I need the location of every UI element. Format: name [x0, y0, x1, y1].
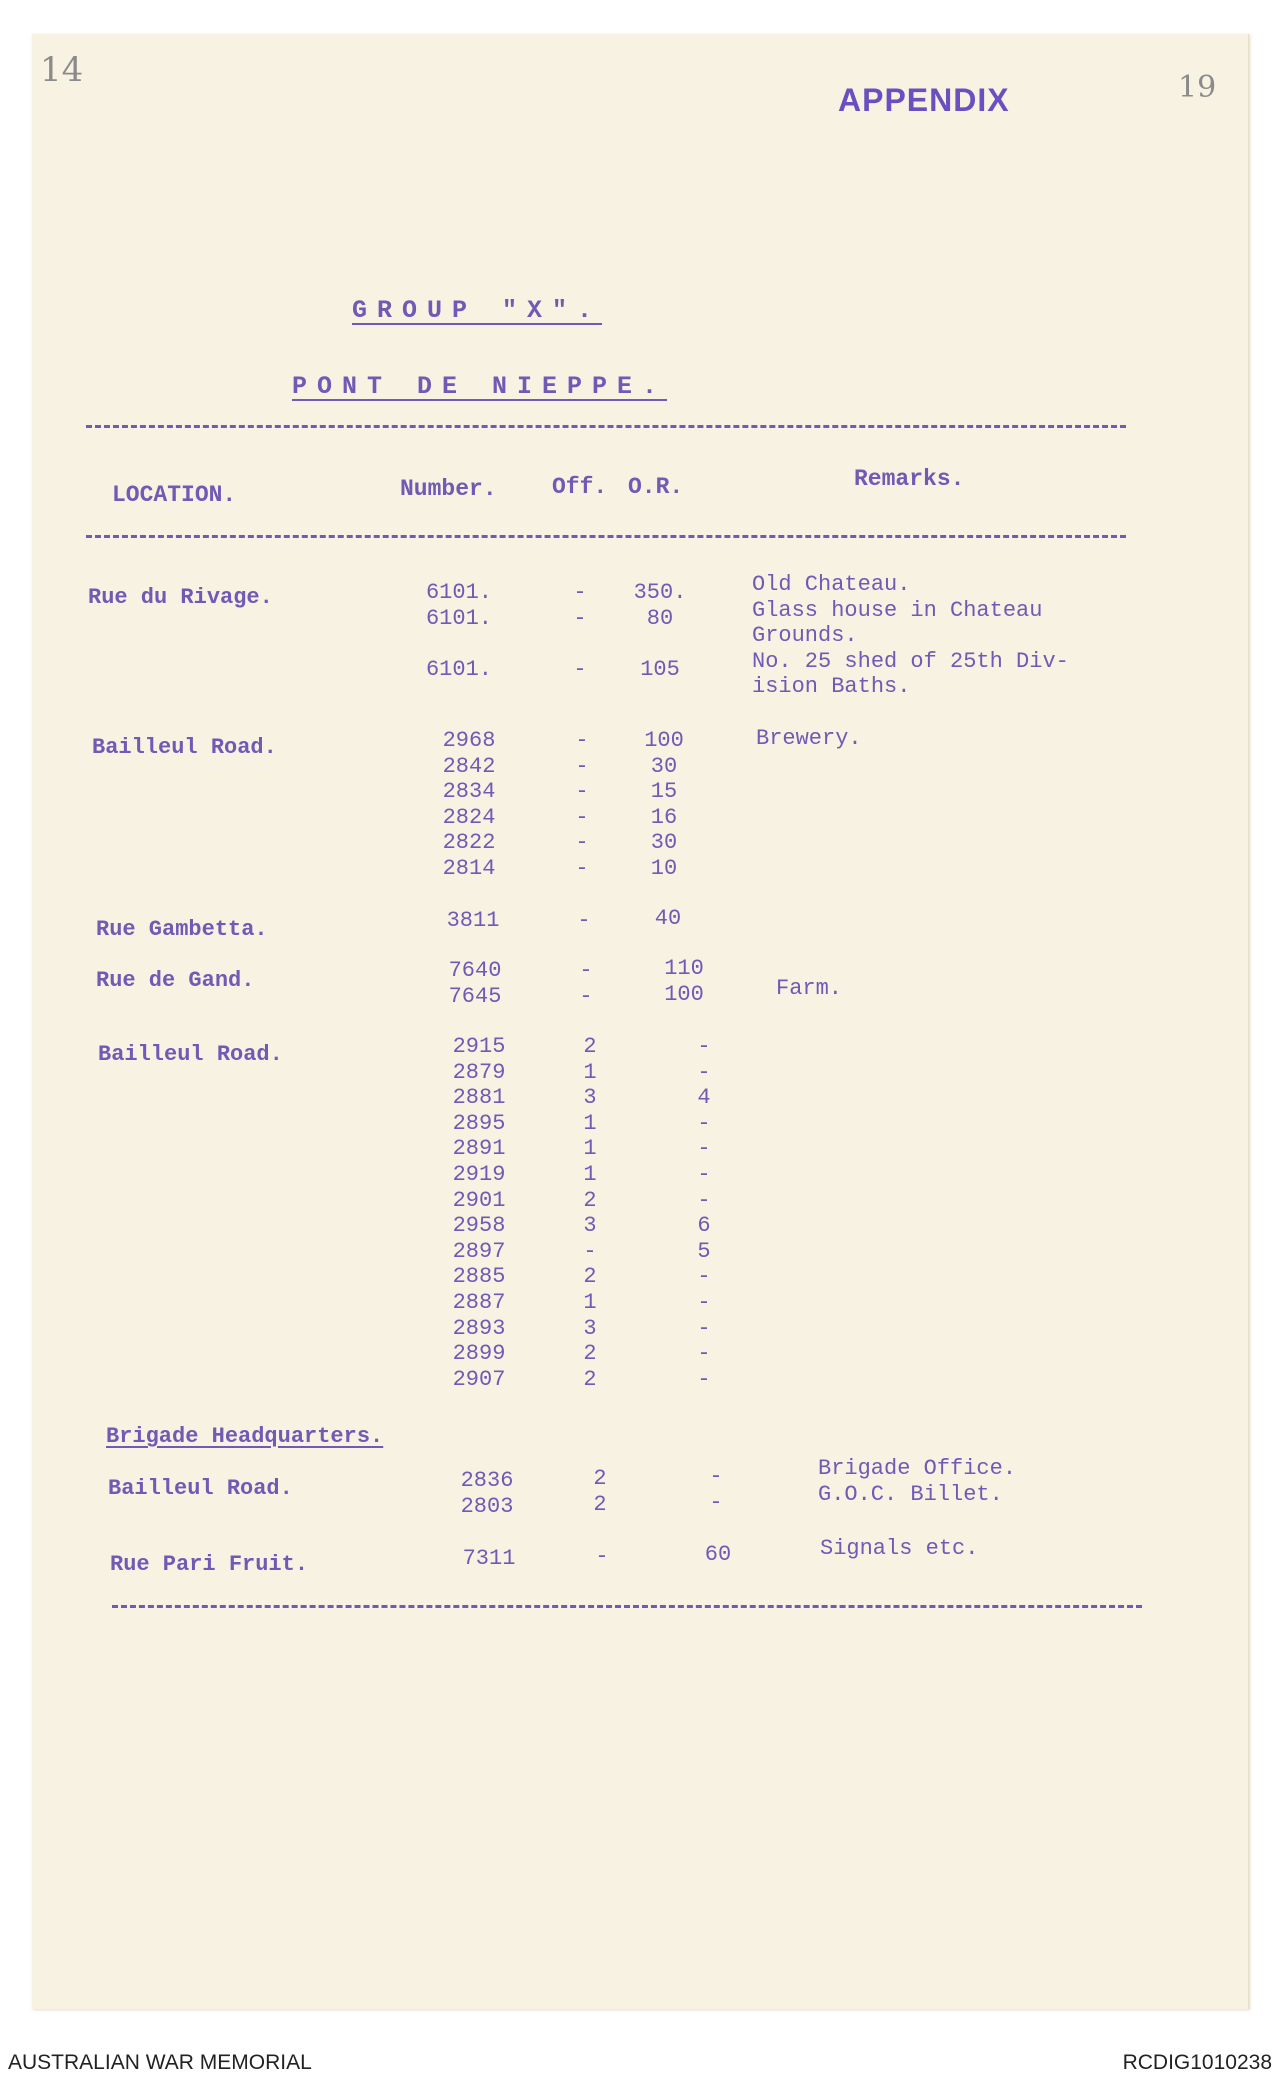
off-cell: 2 — [583, 1187, 597, 1213]
or-rue-du-rivage — [620, 580, 700, 683]
off-rue-du-rivage — [560, 580, 600, 683]
off-bailleul-road — [562, 728, 602, 882]
number-rue-gambetta: 3811 — [446, 908, 500, 933]
numbers-rue-du-rivage — [404, 580, 514, 683]
off-rue-pari-fruit: - — [595, 1544, 609, 1569]
brigade-headquarters-heading: Brigade Headquarters. — [106, 1424, 384, 1449]
col-header-or: O.R. — [628, 474, 684, 500]
number-cell: 2887 — [452, 1289, 506, 1315]
off-cell: 1 — [583, 1289, 597, 1315]
document-title: GROUP "X". — [352, 296, 603, 325]
or-bailleul-road — [624, 728, 704, 882]
numbers-bailleul-road — [414, 728, 524, 882]
col-header-location: LOCATION. — [112, 482, 237, 508]
off-cell: 1 — [583, 1059, 597, 1085]
off-cell: 1 — [583, 1110, 597, 1136]
off-bailleul-road-2 — [570, 1034, 610, 1392]
off-cell: - — [575, 804, 589, 830]
off-cell: 1 — [583, 1136, 597, 1162]
or-cell: - — [697, 1059, 711, 1085]
number-cell: 2836 — [460, 1468, 514, 1493]
remark-line: Old Chateau. — [752, 572, 911, 597]
off-cell: - — [583, 1238, 597, 1264]
footer-record-id: RCDIG1010238 — [1122, 2051, 1272, 2074]
or-cell: 105 — [640, 657, 680, 683]
location-rue-de-gand: Rue de Gand. — [96, 968, 255, 993]
numbers-rue-de-gand — [420, 958, 530, 1009]
location-bailleul-road-2: Bailleul Road. — [98, 1042, 283, 1067]
col-header-off: Off. — [552, 474, 608, 500]
off-cell: - — [573, 605, 587, 631]
location-rue-du-rivage: Rue du Rivage. — [88, 585, 273, 610]
or-cell: 110 — [664, 956, 704, 981]
or-cell: - — [697, 1366, 711, 1392]
off-cell: - — [573, 580, 587, 605]
or-cell: 5 — [697, 1238, 711, 1264]
remark-farm: Farm. — [776, 976, 843, 1001]
off-cell: 2 — [583, 1264, 597, 1290]
remark-signals: Signals etc. — [820, 1536, 979, 1561]
or-rue-de-gand — [644, 956, 724, 1007]
or-cell: - — [697, 1264, 711, 1290]
remark-brewery: Brewery. — [756, 726, 862, 751]
remark-line: Glass house in Chateau — [752, 597, 1043, 623]
off-cell: - — [579, 983, 593, 1009]
number-cell: 2958 — [452, 1213, 506, 1239]
off-cell: - — [573, 657, 587, 683]
or-cell: - — [697, 1136, 711, 1162]
remark-line: G.O.C. Billet. — [818, 1481, 1003, 1507]
or-cell: 4 — [697, 1085, 711, 1111]
or-cell: 100 — [664, 981, 704, 1007]
off-cell: 2 — [593, 1491, 607, 1517]
or-cell: - — [709, 1489, 723, 1515]
or-cell: 80 — [646, 605, 674, 631]
remark-line: Grounds. — [752, 623, 858, 649]
or-cell: - — [697, 1341, 711, 1367]
number-cell: 2824 — [442, 804, 496, 830]
off-brigade-bailleul — [580, 1466, 620, 1517]
or-cell: 30 — [650, 830, 678, 856]
remark-line: ision Baths. — [752, 674, 911, 700]
number-cell: 6101. — [425, 657, 492, 683]
off-cell: - — [575, 830, 589, 856]
number-cell: 7640 — [448, 958, 502, 983]
number-cell: 2895 — [452, 1110, 506, 1136]
location-rue-gambetta: Rue Gambetta. — [96, 917, 268, 942]
off-rue-de-gand — [566, 958, 606, 1009]
numbers-bailleul-road-2 — [424, 1034, 534, 1392]
document-subtitle: PONT DE NIEPPE. — [292, 372, 668, 401]
or-cell: 30 — [650, 753, 678, 779]
or-cell: 16 — [650, 804, 678, 830]
or-cell: 15 — [650, 779, 678, 805]
number-cell: 2893 — [452, 1315, 506, 1341]
number-cell: 2899 — [452, 1341, 506, 1367]
location-bailleul-road: Bailleul Road. — [92, 735, 277, 760]
number-cell: 2842 — [442, 753, 496, 779]
off-cell: - — [579, 958, 593, 983]
or-cell: - — [697, 1187, 711, 1213]
or-cell: 10 — [650, 855, 678, 881]
number-cell: 2891 — [452, 1136, 506, 1162]
or-cell: - — [697, 1289, 711, 1315]
numbers-brigade-bailleul — [432, 1468, 542, 1519]
remark-line: No. 25 shed of 25th Div- — [752, 648, 1069, 674]
remarks-rue-du-rivage — [752, 572, 1069, 700]
number-cell: 2897 — [452, 1238, 506, 1264]
off-cell: 3 — [583, 1315, 597, 1341]
col-header-number: Number. — [400, 476, 497, 502]
off-cell: 2 — [583, 1034, 597, 1059]
header-bottom-rule — [86, 535, 1126, 538]
or-bailleul-road-2 — [664, 1034, 744, 1392]
pencil-page-number: 14 — [40, 50, 84, 90]
or-cell: 6 — [697, 1213, 711, 1239]
off-cell: 1 — [583, 1161, 597, 1187]
remarks-brigade-bailleul — [818, 1456, 1016, 1507]
remark-line: Brigade Office. — [818, 1456, 1017, 1481]
or-rue-pari-fruit: 60 — [704, 1542, 732, 1567]
off-cell: 2 — [583, 1341, 597, 1367]
or-cell: - — [697, 1161, 711, 1187]
or-cell: - — [697, 1110, 711, 1136]
folio-number: 19 — [1178, 70, 1217, 105]
number-cell: 2968 — [442, 728, 496, 753]
off-rue-gambetta: - — [577, 908, 591, 933]
number-cell: 2885 — [452, 1264, 506, 1290]
table-bottom-rule — [112, 1605, 1142, 1608]
number-cell: 6101. — [425, 605, 492, 631]
number-cell: 2919 — [452, 1161, 506, 1187]
number-cell: 6101. — [425, 580, 492, 605]
or-cell: - — [709, 1464, 723, 1489]
or-brigade-bailleul — [676, 1464, 756, 1515]
number-cell: 2881 — [452, 1085, 506, 1111]
number-cell: 2834 — [442, 779, 496, 805]
off-cell: - — [575, 753, 589, 779]
number-cell: 2901 — [452, 1187, 506, 1213]
or-rue-gambetta: 40 — [654, 906, 682, 931]
col-header-remarks: Remarks. — [854, 466, 965, 492]
number-cell: 2915 — [452, 1034, 506, 1059]
location-rue-pari-fruit: Rue Pari Fruit. — [110, 1552, 309, 1577]
off-cell: - — [575, 779, 589, 805]
footer-archive-name: AUSTRALIAN WAR MEMORIAL — [8, 2051, 312, 2074]
number-cell: 2822 — [442, 830, 496, 856]
location-brigade-bailleul-road: Bailleul Road. — [108, 1476, 293, 1501]
number-cell: 7645 — [448, 983, 502, 1009]
appendix-stamp: APPENDIX — [838, 82, 1010, 118]
or-cell: 100 — [644, 728, 684, 753]
number-cell: 2907 — [452, 1366, 506, 1392]
or-cell: - — [697, 1315, 711, 1341]
number-cell: 2879 — [452, 1059, 506, 1085]
off-cell: 2 — [583, 1366, 597, 1392]
off-cell: 3 — [583, 1085, 597, 1111]
document-page — [32, 34, 1249, 2009]
number-cell: 2803 — [460, 1493, 514, 1519]
off-cell: 3 — [583, 1213, 597, 1239]
number-rue-pari-fruit: 7311 — [462, 1546, 516, 1571]
or-cell: - — [697, 1034, 711, 1059]
or-cell: 350. — [633, 580, 687, 605]
off-cell: 2 — [593, 1466, 607, 1491]
off-cell: - — [575, 855, 589, 881]
number-cell: 2814 — [442, 855, 496, 881]
off-cell: - — [575, 728, 589, 753]
header-top-rule — [86, 425, 1126, 428]
